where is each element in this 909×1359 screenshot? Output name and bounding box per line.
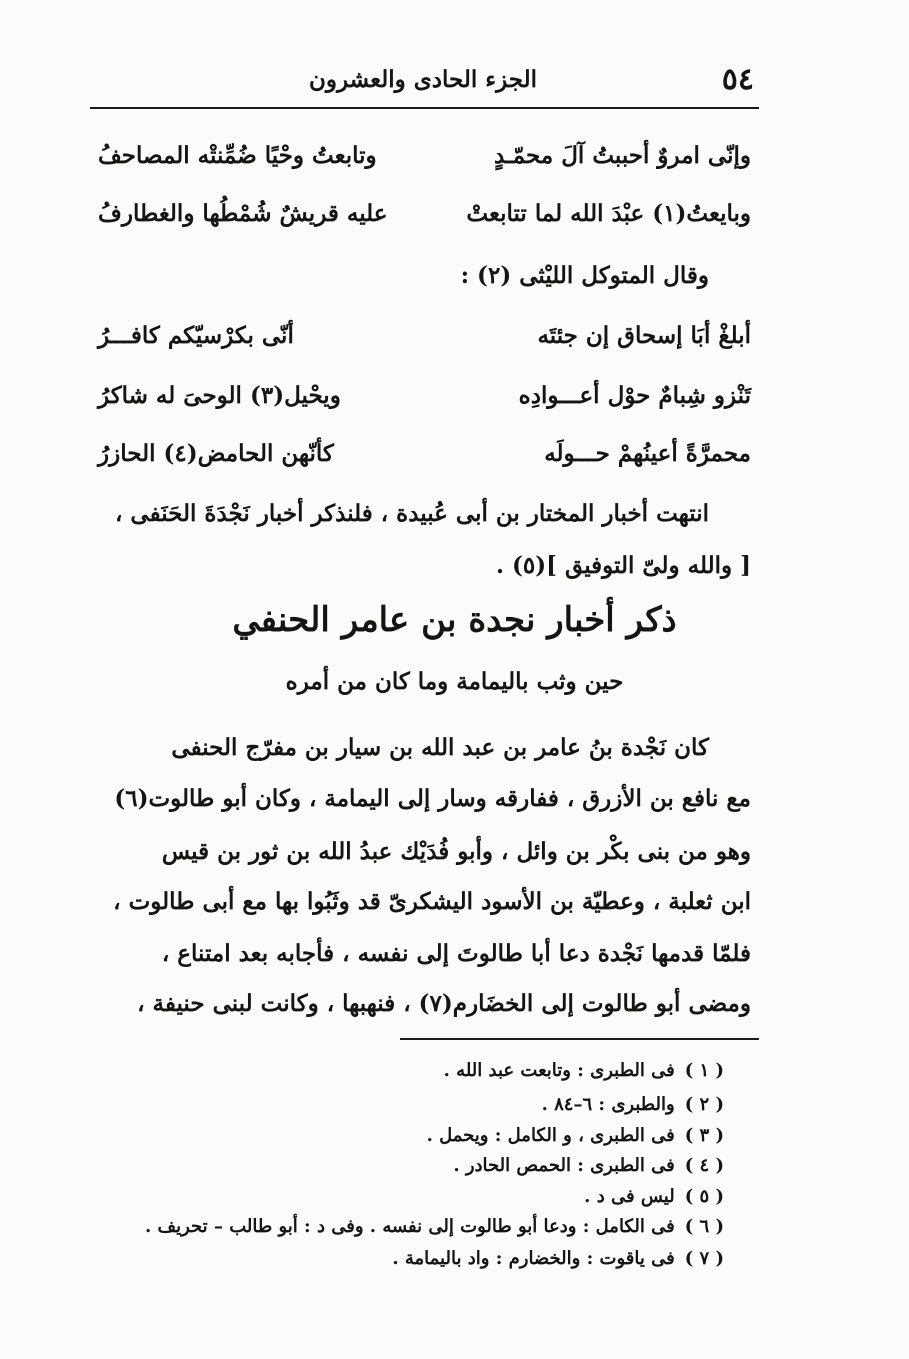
section-title: ذكر أخبار نجدة بن عامر الحنفي: [232, 600, 677, 640]
footnote-number: ( ٥ ): [684, 1186, 724, 1207]
body-line: ومضى أبو طالوت إلى الخضَارم(٧) ، فنهبها ، وكانت لبنى حنيفة ،: [137, 990, 751, 1017]
footnote-text: فى الكامل : ودعا أبو طالوت إلى نفسه . وفى د : أبو طالب – تحريف .: [144, 1216, 675, 1237]
verse-first-hemistich: تَنْزو شِبامٌ حوْل أعـــوادِه: [518, 382, 751, 409]
verse-first-hemistich: وإنّى امروٌ أحببتُ آلَ محمّـدٍ: [493, 142, 751, 169]
verse-second-hemistich: ويحْيل(٣) الوحىَ له شاكرُ: [98, 382, 341, 409]
body-line: فلمّا قدمها نَجْدة دعا أبا طالوتَ إلى نفسه ، فأجابه بعد امتناع ،: [161, 940, 751, 967]
body-line: وهو من بنى بكْر بن وائل ، وأبو فُدَيْك عبدُ الله بن ثور بن قيس: [161, 838, 751, 865]
poem-intro: وقال المتوكل الليْثى (٢) :: [460, 262, 709, 289]
page-header: [92, 62, 754, 106]
footnote-divider: [400, 1038, 759, 1040]
footnote: [427, 1125, 724, 1146]
verse-line: [98, 200, 751, 240]
header-divider: [90, 107, 759, 109]
verse-first-hemistich: وبايعتُ(١) عبْدَ الله لما تتابعتْ: [466, 200, 751, 227]
footnote: [584, 1186, 724, 1207]
verse-line: [98, 322, 751, 362]
footnote-number: ( ٧ ): [684, 1248, 724, 1269]
verse-first-hemistich: أبلغْ أبَا إسحاق إن جئتَه: [537, 322, 751, 349]
footnote-number: ( ٣ ): [684, 1125, 724, 1146]
body-line: مع نافع بن الأزرق ، ففارقه وسار إلى اليمامة ، وكان أبو طالوت(٦): [114, 785, 751, 812]
footnote-number: ( ٤ ): [684, 1155, 724, 1176]
footnote-text: فى الطبرى : وتابعت عبد الله .: [443, 1060, 675, 1081]
running-head: الجزء الحادى والعشرون: [308, 66, 538, 93]
transition-line: [ والله ولىّ التوفيق ](٥) .: [495, 552, 751, 579]
footnote-number: ( ٦ ): [684, 1216, 724, 1237]
footnote-text: والطبرى : ٦–٨٤ .: [541, 1094, 675, 1115]
verse-line: [98, 440, 751, 480]
page-number: ٥٤: [721, 62, 754, 97]
footnote-number: ( ٢ ): [684, 1094, 724, 1115]
body-line: ابن ثعلبة ، وعطيّة بن الأسود اليشكرىّ قد وثَبُوا بها مع أبى طالوت ،: [113, 888, 751, 915]
footnote-text: فى الطبرى : الحمص الحادر .: [453, 1155, 675, 1176]
body-line: كان نَجْدة بنُ عامر بن عبد الله بن سيار بن مفرّج الحنفى: [171, 734, 709, 761]
footnote-text: ليس فى د .: [584, 1186, 675, 1207]
footnote: [444, 1060, 724, 1081]
footnote-text: فى ياقوت : والخضارم : واد باليمامة .: [392, 1248, 675, 1269]
footnote: [145, 1216, 724, 1237]
verse-second-hemistich: عليه قريشٌ شُمْطُها والغطارفُ: [98, 200, 388, 227]
verse-second-hemistich: وتابعتُ وحْيًا ضُمِّنتْه المصاحفُ: [98, 142, 377, 169]
transition-line: انتهت أخبار المختار بن أبى عُبيدة ، فلنذكر أخبار نَجْدَةَ الحَنَفى ،: [115, 500, 709, 527]
verse-first-hemistich: محمرَّةً أعينُهمْ حـــولَه: [544, 440, 751, 467]
footnote-number: ( ١ ): [684, 1060, 724, 1081]
verse-second-hemistich: أنّى بكرْسيّكم كافـــرُ: [98, 322, 294, 349]
verse-line: [98, 142, 751, 182]
section-subtitle: حين وثب باليمامة وما كان من أمره: [285, 668, 624, 695]
footnote: [542, 1094, 724, 1115]
verse-line: [98, 382, 751, 422]
footnote: [453, 1155, 724, 1176]
footnote: [392, 1248, 724, 1269]
footnote-text: فى الطبرى ، و الكامل : ويحمل .: [426, 1125, 675, 1146]
verse-second-hemistich: كأنّهن الحامض(٤) الحازرُ: [98, 440, 334, 467]
